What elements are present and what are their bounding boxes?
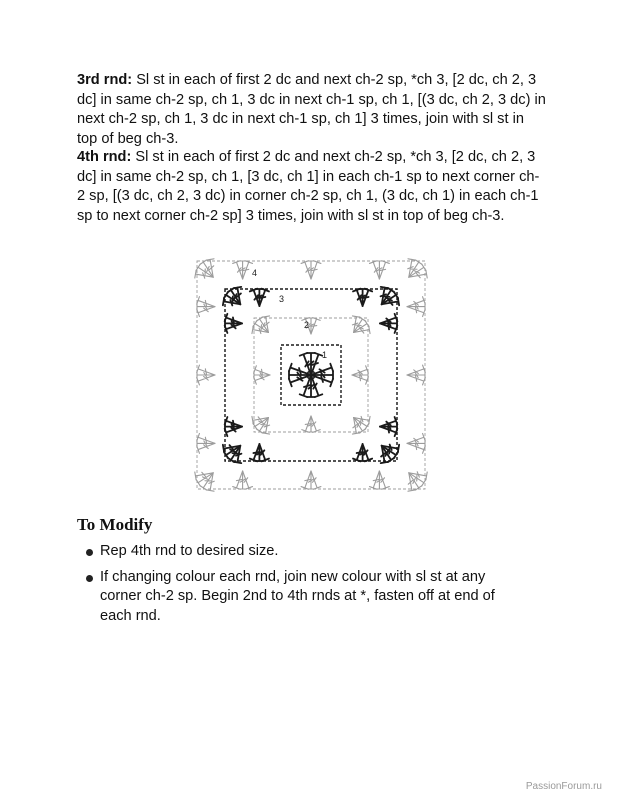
list-item bbox=[86, 568, 526, 627]
round-4-text: Sl st in each of first 2 dc and next ch-2 sp, *ch 3, [2 dc, ch 2, 3 dc] in same ch-2 sp, ch 1, [3 dc, ch 1] in each ch-1 sp to next corner ch-2 sp, [(3 dc, ch 2, 3 dc) in corner ch-2 sp, ch 1, (3 dc, ch 1) in each ch-1 sp to next corner ch-2 sp] 3 times, join with sl st in top of beg ch-3. bbox=[77, 149, 540, 224]
modify-list bbox=[86, 542, 526, 632]
round-marker-3: 3 bbox=[279, 294, 285, 304]
bullet-icon bbox=[86, 549, 93, 556]
round-marker-4: 4 bbox=[252, 268, 258, 278]
round-marker-1: 1 bbox=[322, 350, 328, 360]
round-4-label: 4th rnd: bbox=[77, 149, 132, 165]
crochet-chart-diagram bbox=[191, 255, 431, 495]
round-4-instructions bbox=[77, 148, 547, 226]
round-3-instructions bbox=[77, 71, 547, 149]
list-item bbox=[86, 542, 526, 562]
list-item-text: Rep 4th rnd to desired size. bbox=[100, 543, 279, 559]
round-marker-2: 2 bbox=[304, 320, 310, 330]
round-3-label: 3rd rnd: bbox=[77, 72, 133, 88]
bullet-icon bbox=[86, 575, 93, 582]
watermark: PassionForum.ru bbox=[525, 781, 602, 792]
round-1-stitches bbox=[281, 345, 341, 405]
list-item-text: If changing colour each rnd, join new colour with sl st at any corner ch-2 sp. Begin 2nd to 4th rnds at *, fasten off at end of each rnd. bbox=[100, 568, 495, 624]
round-3-text: Sl st in each of first 2 dc and next ch-2 sp, *ch 3, [2 dc, ch 2, 3 dc] in same ch-2 sp, ch 1, 3 dc in next ch-1 sp, ch 1, [(3 dc, ch 2, 3 dc) in next ch-2 sp, ch 1, 3 dc in next ch-1 sp, ch 1] 3 times, join with sl st in top of beg ch-3. bbox=[77, 72, 546, 147]
section-title: To Modify bbox=[77, 515, 153, 534]
